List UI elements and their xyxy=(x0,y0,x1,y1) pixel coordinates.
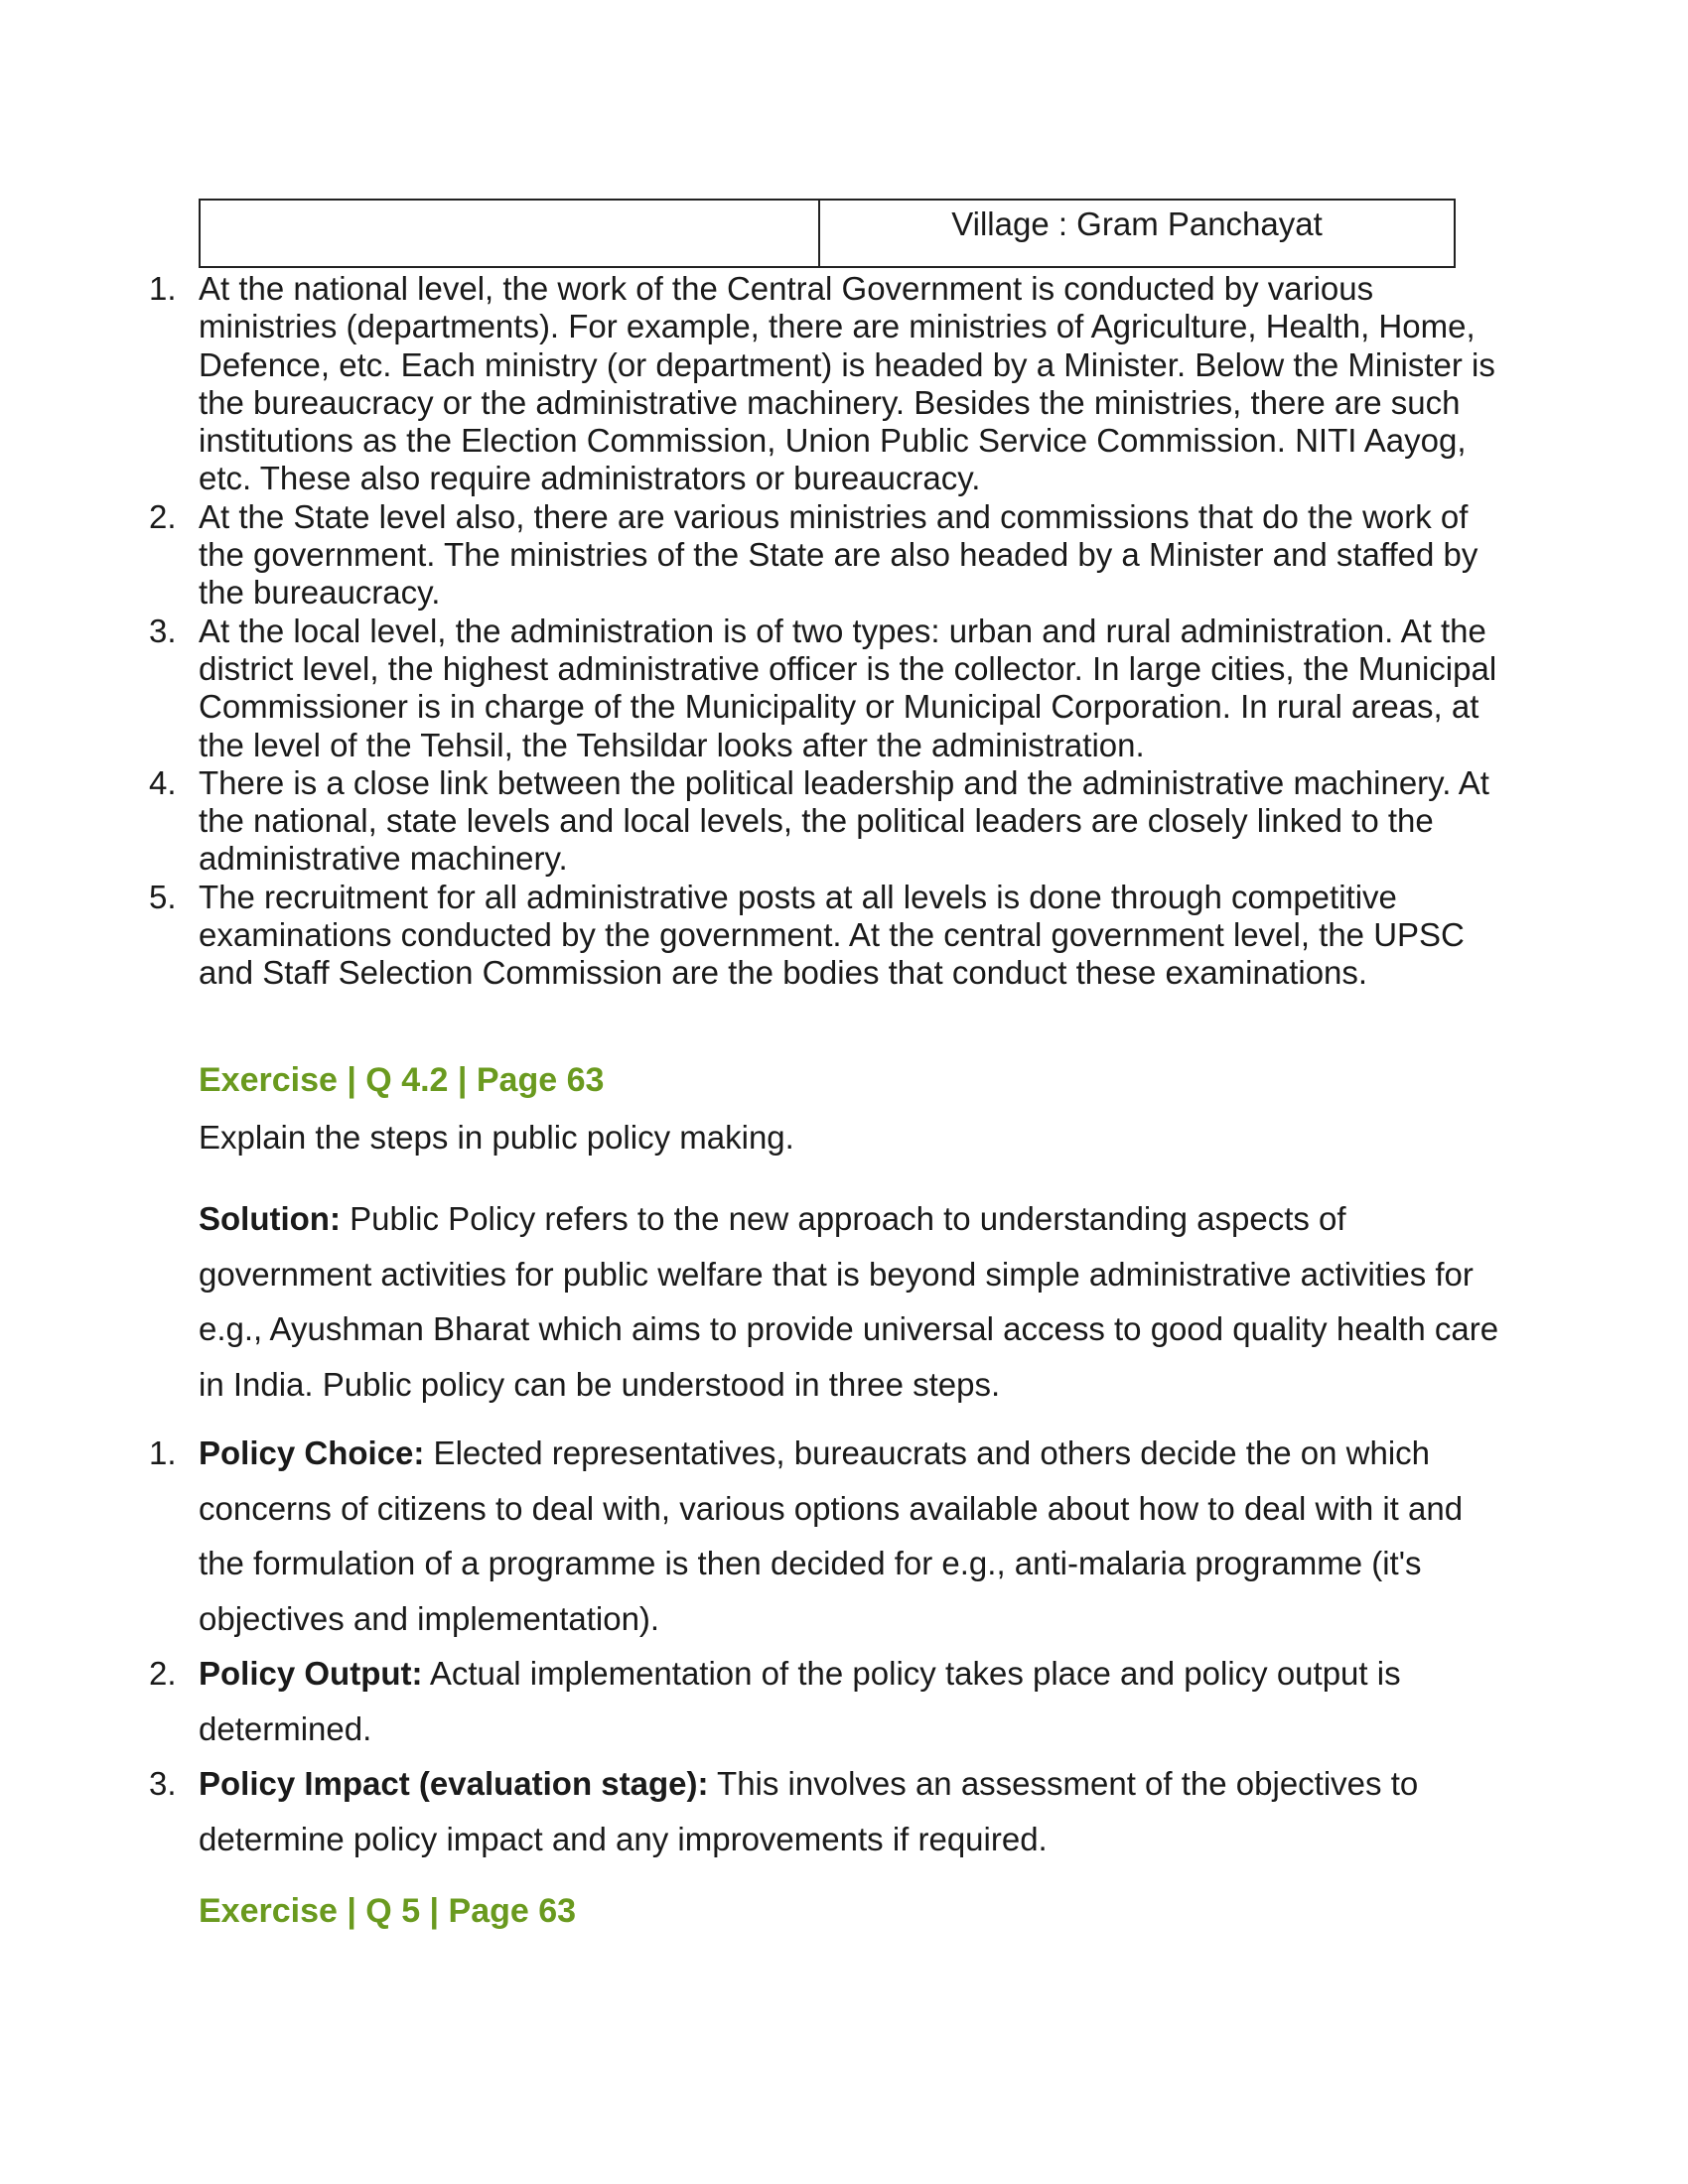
solution-label: Solution: xyxy=(199,1200,341,1237)
exercise-heading: Exercise | Q 4.2 | Page 63 xyxy=(199,1061,605,1099)
list-text: The recruitment for all administrative posts at all levels is done through competitive examinations conducted by the government. At the central government level, the UPSC and Staff Selection Commission are the bodies that conduct these examinations. xyxy=(199,878,1465,992)
list-text xyxy=(199,1756,1499,1866)
list-text: At the State level also, there are various ministries and commissions that do the work of the government. The ministries of the State are also headed by a Minister and staffed by the bureaucracy. xyxy=(199,497,1478,612)
list-item xyxy=(149,613,1499,764)
step-text: This involves an assessment of the objectives to determine policy impact and any improvements if required. xyxy=(199,1765,1419,1857)
administration-points-list xyxy=(149,270,1499,993)
table-cell-right: Village : Gram Panchayat xyxy=(951,205,1323,242)
list-item xyxy=(149,1426,1499,1646)
list-number: 1. xyxy=(149,270,177,307)
list-number: 1. xyxy=(149,1434,177,1471)
list-number: 5. xyxy=(149,878,177,915)
list-item xyxy=(149,1756,1499,1866)
list-item xyxy=(149,498,1499,613)
list-text xyxy=(199,1426,1499,1646)
step-text: Actual implementation of the policy takes place and policy output is determined. xyxy=(199,1655,1401,1747)
question-text: Explain the steps in public policy making. xyxy=(199,1119,794,1156)
step-label: Policy Impact (evaluation stage): xyxy=(199,1765,709,1802)
levels-table-row xyxy=(199,199,1456,268)
table-cell-left xyxy=(201,201,820,266)
step-label: Policy Choice: xyxy=(199,1434,425,1471)
solution-paragraph xyxy=(199,1191,1499,1412)
policy-steps-list xyxy=(149,1426,1499,1866)
list-text: At the local level, the administration is of two types: urban and rural administration. At the district level, the highest administrative officer is the collector. In large cities, the Municipal Commissioner is in charge of the Municipality or Municipal Corporation. In rural areas, at the level of the Tehsil, the Tehsildar looks after the administration. xyxy=(199,612,1497,763)
exercise-heading: Exercise | Q 5 | Page 63 xyxy=(199,1892,577,1930)
list-number: 4. xyxy=(149,763,177,801)
list-number: 2. xyxy=(149,497,177,535)
list-number: 3. xyxy=(149,1765,177,1802)
list-number: 3. xyxy=(149,612,177,649)
solution-text: Public Policy refers to the new approach to understanding aspects of government activities for public welfare that is beyond simple administrative activities for e.g., Ayushman Bharat which aims to provide universal access to good quality health care in India. Public policy can be understood in three steps. xyxy=(199,1200,1499,1403)
list-text: At the national level, the work of the Central Government is conducted by various ministries (departments). For example, there are ministries of Agriculture, Health, Home, Defence, etc. Each ministry (or department) is headed by a Minister. Below the Minister is the bureaucracy or the administrative machinery. Besides the ministries, there are such institutions as the Election Commission, Union Public Service Commission. NITI Aayog, etc. These also require administrators or bureaucracy. xyxy=(199,270,1495,497)
list-item xyxy=(149,764,1499,879)
step-text: Elected representatives, bureaucrats and others decide the on which concerns of citizens to deal with, various options available about how to deal with it and the formulation of a programme is then decided for e.g., anti-malaria programme (it's objectives and implementation). xyxy=(199,1434,1464,1637)
list-item xyxy=(149,1646,1499,1756)
list-text xyxy=(199,1646,1499,1756)
list-number: 2. xyxy=(149,1655,177,1692)
list-item xyxy=(149,270,1499,498)
list-item xyxy=(149,879,1499,993)
list-text: There is a close link between the political leadership and the administrative machinery. At the national, state levels and local levels, the political leaders are closely linked to the administrative machinery. xyxy=(199,763,1489,878)
step-label: Policy Output: xyxy=(199,1655,423,1692)
